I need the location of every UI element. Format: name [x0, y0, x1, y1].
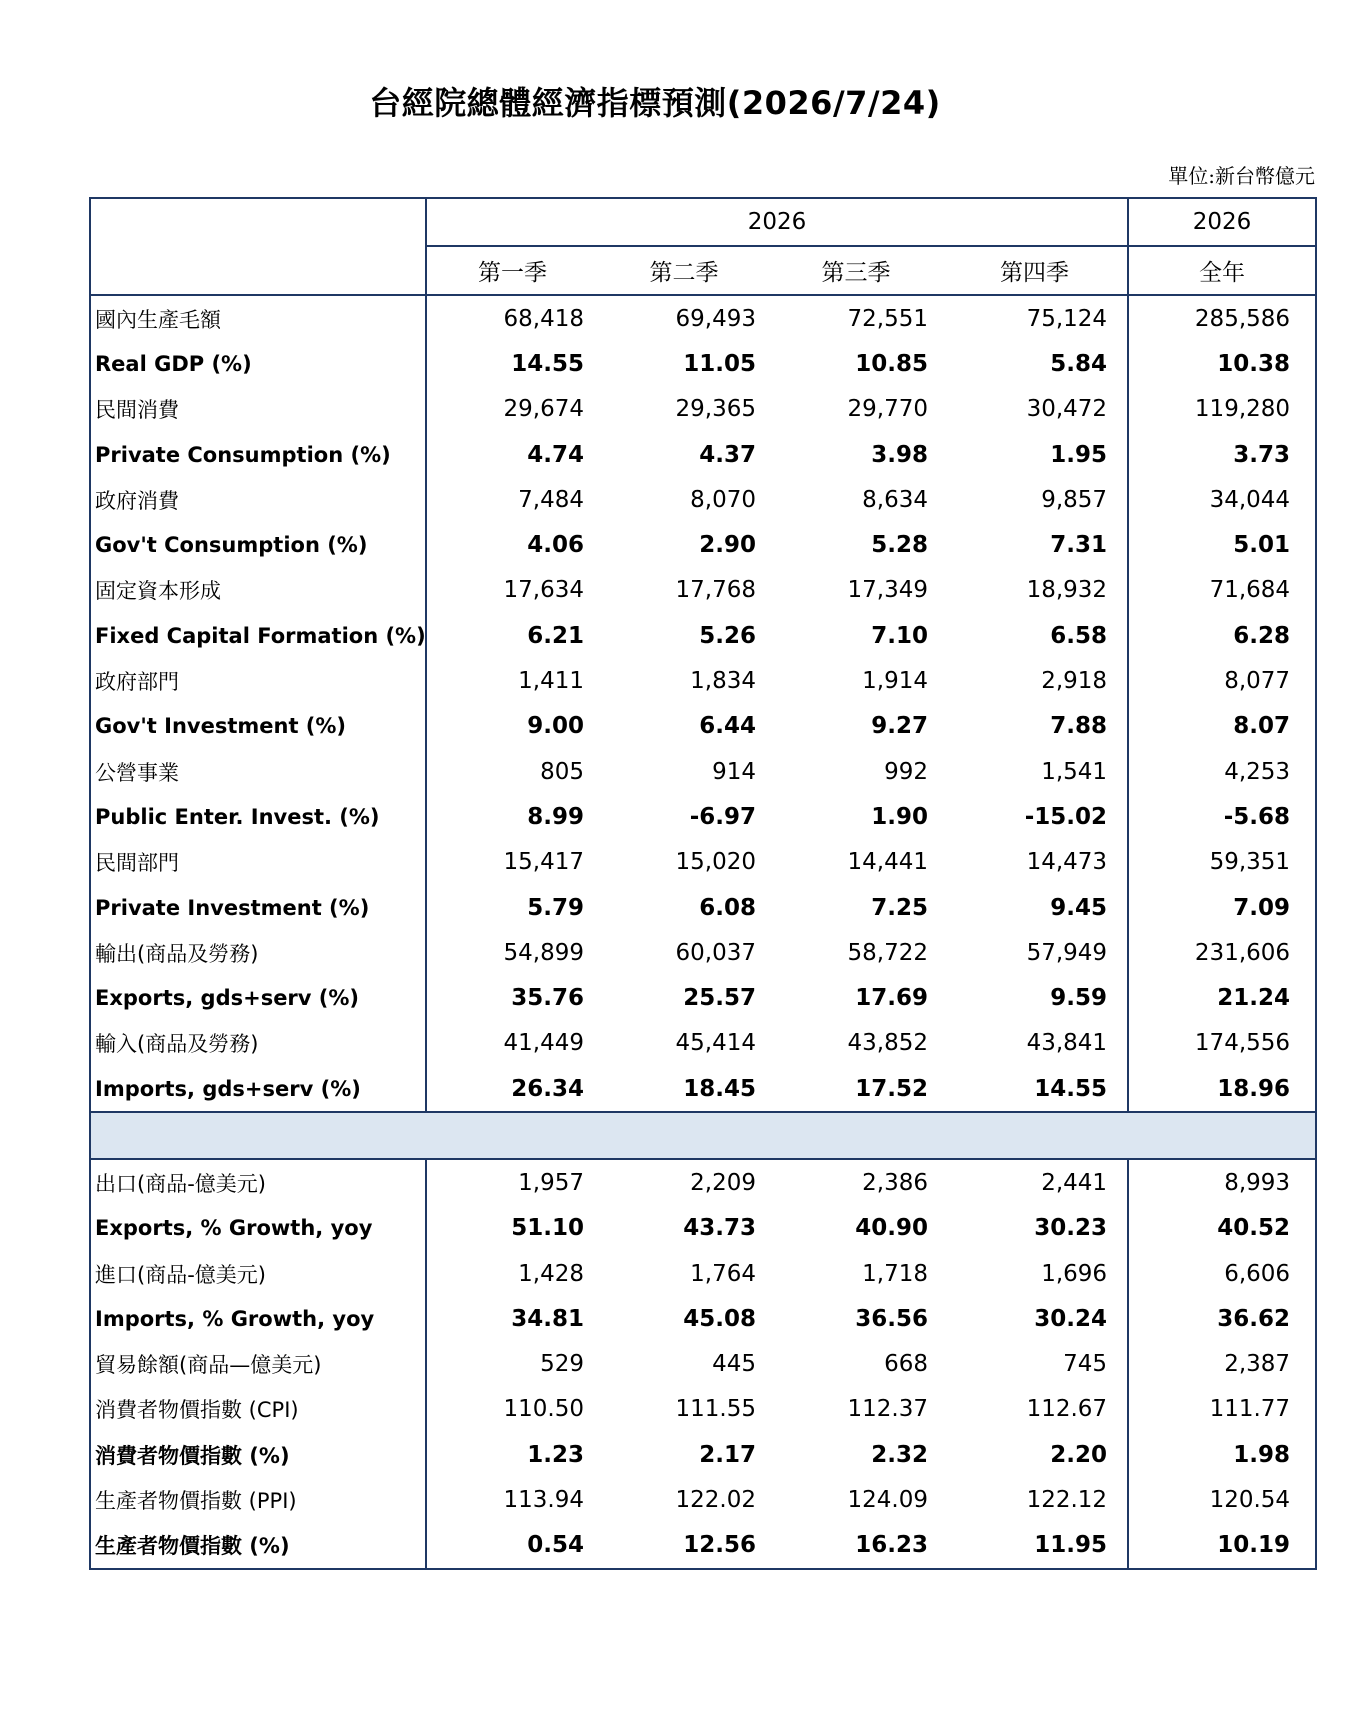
- row-label: Fixed Capital Formation (%): [90, 613, 426, 658]
- cell-q4: 2.20: [1050, 1441, 1108, 1468]
- cell-full-year: 21.24: [1128, 975, 1316, 1020]
- table-row: [90, 568, 1316, 613]
- cell-q4: 57,949: [1026, 939, 1108, 966]
- cell-q3: 17.52: [770, 1066, 942, 1112]
- cell-q1: 9.00: [527, 713, 584, 740]
- row-label: Exports, gds+serv (%): [90, 975, 426, 1020]
- cell-q3: 10.85: [855, 350, 928, 377]
- cell-q3: 112.37: [847, 1396, 928, 1423]
- cell-q1: 4.06: [527, 532, 584, 559]
- header-full-year: 全年: [1128, 246, 1316, 295]
- table-row: [90, 1477, 1316, 1522]
- cell-q4: -15.02: [1024, 803, 1108, 830]
- table-row: [90, 1021, 1316, 1066]
- cell-q4: 30.24: [1034, 1305, 1108, 1332]
- cell-q2: 11.05: [683, 350, 756, 377]
- cell-q4: 9,857: [1041, 486, 1108, 513]
- cell-q3: 1,914: [862, 668, 928, 695]
- row-label: Real GDP (%): [90, 341, 426, 386]
- row-label: 出口(商品-億美元): [90, 1159, 426, 1205]
- header-year-quarters: 2026: [426, 198, 1128, 246]
- cell-q4: 11.95: [942, 1523, 1128, 1569]
- cell-q4: 30.23: [1034, 1215, 1108, 1242]
- cell-full-year: 6,606: [1128, 1251, 1316, 1296]
- cell-q4: 1,696: [1041, 1260, 1108, 1287]
- cell-q2: 6.44: [699, 713, 756, 740]
- cell-q3: 1.90: [871, 803, 928, 830]
- cell-full-year: 1.98: [1128, 1432, 1316, 1477]
- cell-full-year: 285,586: [1128, 295, 1316, 341]
- cell-q1: 7,484: [518, 486, 584, 513]
- cell-q2: 8,070: [690, 486, 756, 513]
- page-title: 台經院總體經濟指標預測(2026/7/24): [369, 84, 941, 122]
- table-row: [90, 1159, 1316, 1205]
- cell-full-year: 3.73: [1128, 432, 1316, 477]
- forecast-table: [89, 197, 1317, 1570]
- cell-q4: 6.58: [1050, 622, 1108, 649]
- cell-q3: 43,852: [847, 1030, 928, 1057]
- table-row: [90, 840, 1316, 885]
- cell-q2: 17,768: [675, 577, 756, 604]
- row-label: 民間部門: [90, 840, 426, 885]
- cell-full-year: 111.77: [1128, 1387, 1316, 1432]
- cell-q4: 18,932: [1026, 577, 1108, 604]
- table-row: [90, 1342, 1316, 1387]
- cell-q4: 75,124: [1026, 305, 1108, 332]
- table-row: [90, 1066, 1316, 1112]
- row-label: Private Consumption (%): [90, 432, 426, 477]
- cell-q3: 58,722: [847, 939, 928, 966]
- cell-q3: 14,441: [847, 849, 928, 876]
- cell-q3: 8,634: [862, 486, 928, 513]
- cell-q2: 1,764: [690, 1260, 756, 1287]
- cell-q2: 111.55: [675, 1396, 756, 1423]
- cell-q4: 1,541: [1041, 758, 1108, 785]
- cell-q1: 14.55: [511, 350, 584, 377]
- cell-q3: 36.56: [855, 1305, 928, 1332]
- row-label: 輸入(商品及勞務): [90, 1021, 426, 1066]
- table-row: [90, 387, 1316, 432]
- cell-full-year: 6.28: [1128, 613, 1316, 658]
- cell-q3: 16.23: [770, 1523, 942, 1569]
- cell-q2: 15,020: [675, 849, 756, 876]
- cell-q2: 43.73: [683, 1215, 756, 1242]
- cell-q2: -6.97: [689, 803, 756, 830]
- cell-q3: 9.27: [871, 713, 928, 740]
- row-label: 消費者物價指數 (CPI): [90, 1387, 426, 1432]
- table-row: [90, 1432, 1316, 1477]
- cell-q4: 122.12: [1026, 1487, 1108, 1514]
- cell-q2: 12.56: [598, 1523, 770, 1569]
- cell-full-year: 18.96: [1128, 1066, 1316, 1112]
- table-row: [90, 704, 1316, 749]
- cell-q1: 1.23: [527, 1441, 584, 1468]
- cell-q1: 17,634: [503, 577, 584, 604]
- header-q4: 第四季: [942, 246, 1128, 295]
- header-corner-cell: [90, 198, 426, 295]
- cell-full-year: 2,387: [1128, 1342, 1316, 1387]
- cell-q1: 26.34: [426, 1066, 598, 1112]
- cell-q3: 17,349: [847, 577, 928, 604]
- row-label: Imports, gds+serv (%): [90, 1066, 426, 1112]
- cell-full-year: 174,556: [1128, 1021, 1316, 1066]
- cell-q4: 9.59: [1050, 985, 1108, 1012]
- table-separator: [90, 1112, 1316, 1159]
- cell-q2: 6.08: [699, 894, 756, 921]
- cell-q3: 40.90: [855, 1215, 928, 1242]
- cell-q2: 45,414: [675, 1030, 756, 1057]
- row-label: 政府部門: [90, 658, 426, 703]
- cell-q1: 41,449: [503, 1030, 584, 1057]
- cell-q3: 7.25: [871, 894, 928, 921]
- cell-q1: 1,957: [518, 1169, 584, 1196]
- cell-q1: 1,411: [518, 668, 584, 695]
- row-label: Gov't Investment (%): [90, 704, 426, 749]
- cell-q1: 113.94: [503, 1487, 584, 1514]
- cell-q2: 4.37: [699, 441, 756, 468]
- cell-q4: 2,918: [1041, 668, 1108, 695]
- cell-full-year: -5.68: [1128, 794, 1316, 839]
- cell-q1: 0.54: [426, 1523, 598, 1569]
- cell-q3: 3.98: [871, 441, 928, 468]
- cell-q1: 8.99: [527, 803, 584, 830]
- cell-q1: 54,899: [503, 939, 584, 966]
- cell-q3: 2,386: [862, 1169, 928, 1196]
- cell-q2: 445: [712, 1351, 756, 1378]
- row-label: Private Investment (%): [90, 885, 426, 930]
- table-row: [90, 794, 1316, 839]
- table-row: [90, 432, 1316, 477]
- cell-q4: 9.45: [1050, 894, 1108, 921]
- cell-q4: 112.67: [1026, 1396, 1108, 1423]
- cell-q1: 29,674: [503, 396, 584, 423]
- cell-full-year: 4,253: [1128, 749, 1316, 794]
- table-row: [90, 885, 1316, 930]
- cell-q3: 1,718: [862, 1260, 928, 1287]
- cell-full-year: 59,351: [1128, 840, 1316, 885]
- cell-q1: 35.76: [511, 985, 584, 1012]
- cell-full-year: 120.54: [1128, 1477, 1316, 1522]
- cell-q1: 6.21: [527, 622, 584, 649]
- table-row: [90, 477, 1316, 522]
- cell-full-year: 8.07: [1128, 704, 1316, 749]
- row-label: 民間消費: [90, 387, 426, 432]
- cell-q2: 5.26: [699, 622, 756, 649]
- table-row: [90, 749, 1316, 794]
- row-label: Exports, % Growth, yoy: [90, 1206, 426, 1251]
- cell-q1: 1,428: [518, 1260, 584, 1287]
- cell-q4: 2,441: [1041, 1169, 1108, 1196]
- cell-q2: 25.57: [683, 985, 756, 1012]
- row-label: 進口(商品-億美元): [90, 1251, 426, 1296]
- cell-q4: 14.55: [942, 1066, 1128, 1112]
- row-label: Imports, % Growth, yoy: [90, 1296, 426, 1341]
- cell-q2: 45.08: [683, 1305, 756, 1332]
- cell-q4: 745: [1063, 1351, 1108, 1378]
- row-label: 國內生產毛額: [90, 295, 426, 341]
- table-row: [90, 613, 1316, 658]
- cell-q4: 14,473: [1026, 849, 1108, 876]
- cell-q4: 30,472: [1026, 396, 1108, 423]
- cell-q4: 1.95: [1050, 441, 1108, 468]
- cell-q2: 69,493: [675, 305, 756, 332]
- cell-q1: 805: [540, 758, 584, 785]
- header-year-full: 2026: [1128, 198, 1316, 246]
- cell-q1: 34.81: [511, 1305, 584, 1332]
- cell-q1: 110.50: [503, 1396, 584, 1423]
- row-label: 生產者物價指數 (PPI): [90, 1477, 426, 1522]
- cell-q3: 124.09: [847, 1487, 928, 1514]
- table-row: [90, 1251, 1316, 1296]
- row-label: 政府消費: [90, 477, 426, 522]
- cell-full-year: 231,606: [1128, 930, 1316, 975]
- header-q1: 第一季: [426, 246, 598, 295]
- cell-q2: 914: [712, 758, 756, 785]
- cell-q1: 529: [540, 1351, 584, 1378]
- cell-q2: 2.17: [699, 1441, 756, 1468]
- row-label: 生產者物價指數 (%): [90, 1523, 426, 1569]
- cell-q4: 7.88: [1050, 713, 1108, 740]
- cell-q3: 2.32: [871, 1441, 928, 1468]
- row-label: Public Enter. Invest. (%): [90, 794, 426, 839]
- cell-q1: 51.10: [511, 1215, 584, 1242]
- cell-q4: 5.84: [1050, 350, 1108, 377]
- table-row: [90, 1523, 1316, 1569]
- separator-row: [90, 1112, 1316, 1159]
- cell-q3: 668: [884, 1351, 928, 1378]
- header-q3: 第三季: [770, 246, 942, 295]
- cell-q3: 17.69: [855, 985, 928, 1012]
- table-row: [90, 341, 1316, 386]
- table-row: [90, 658, 1316, 703]
- cell-full-year: 40.52: [1128, 1206, 1316, 1251]
- cell-q3: 5.28: [871, 532, 928, 559]
- cell-q1: 5.79: [527, 894, 584, 921]
- table-row: [90, 975, 1316, 1020]
- cell-q2: 60,037: [675, 939, 756, 966]
- cell-full-year: 10.38: [1128, 341, 1316, 386]
- header-q2: 第二季: [598, 246, 770, 295]
- table-row: [90, 295, 1316, 341]
- cell-q3: 29,770: [847, 396, 928, 423]
- cell-q1: 15,417: [503, 849, 584, 876]
- row-label: 輸出(商品及勞務): [90, 930, 426, 975]
- cell-q3: 7.10: [871, 622, 928, 649]
- cell-q1: 68,418: [503, 305, 584, 332]
- cell-q2: 2.90: [699, 532, 756, 559]
- cell-q2: 2,209: [690, 1169, 756, 1196]
- cell-q2: 122.02: [675, 1487, 756, 1514]
- cell-q2: 1,834: [690, 668, 756, 695]
- row-label: 固定資本形成: [90, 568, 426, 613]
- table-row: [90, 522, 1316, 567]
- cell-q4: 7.31: [1050, 532, 1108, 559]
- cell-full-year: 5.01: [1128, 522, 1316, 567]
- table-row: [90, 1206, 1316, 1251]
- cell-q4: 43,841: [1026, 1030, 1108, 1057]
- cell-full-year: 119,280: [1128, 387, 1316, 432]
- row-label: 公營事業: [90, 749, 426, 794]
- row-label: 貿易餘額(商品—億美元): [90, 1342, 426, 1387]
- table-row: [90, 930, 1316, 975]
- cell-full-year: 34,044: [1128, 477, 1316, 522]
- cell-q2: 18.45: [598, 1066, 770, 1112]
- row-label: 消費者物價指數 (%): [90, 1432, 426, 1477]
- table-body-top: [90, 295, 1316, 1112]
- cell-full-year: 7.09: [1128, 885, 1316, 930]
- cell-q3: 72,551: [847, 305, 928, 332]
- cell-q2: 29,365: [675, 396, 756, 423]
- cell-full-year: 10.19: [1128, 1523, 1316, 1569]
- unit-label: 單位:新台幣億元: [1168, 164, 1315, 188]
- cell-full-year: 8,993: [1128, 1159, 1316, 1205]
- table-body-bottom: [90, 1159, 1316, 1569]
- cell-full-year: 36.62: [1128, 1296, 1316, 1341]
- table-row: [90, 1296, 1316, 1341]
- cell-full-year: 8,077: [1128, 658, 1316, 703]
- cell-full-year: 71,684: [1128, 568, 1316, 613]
- cell-q3: 992: [884, 758, 928, 785]
- table-row: [90, 1387, 1316, 1432]
- row-label: Gov't Consumption (%): [90, 522, 426, 567]
- cell-q1: 4.74: [527, 441, 584, 468]
